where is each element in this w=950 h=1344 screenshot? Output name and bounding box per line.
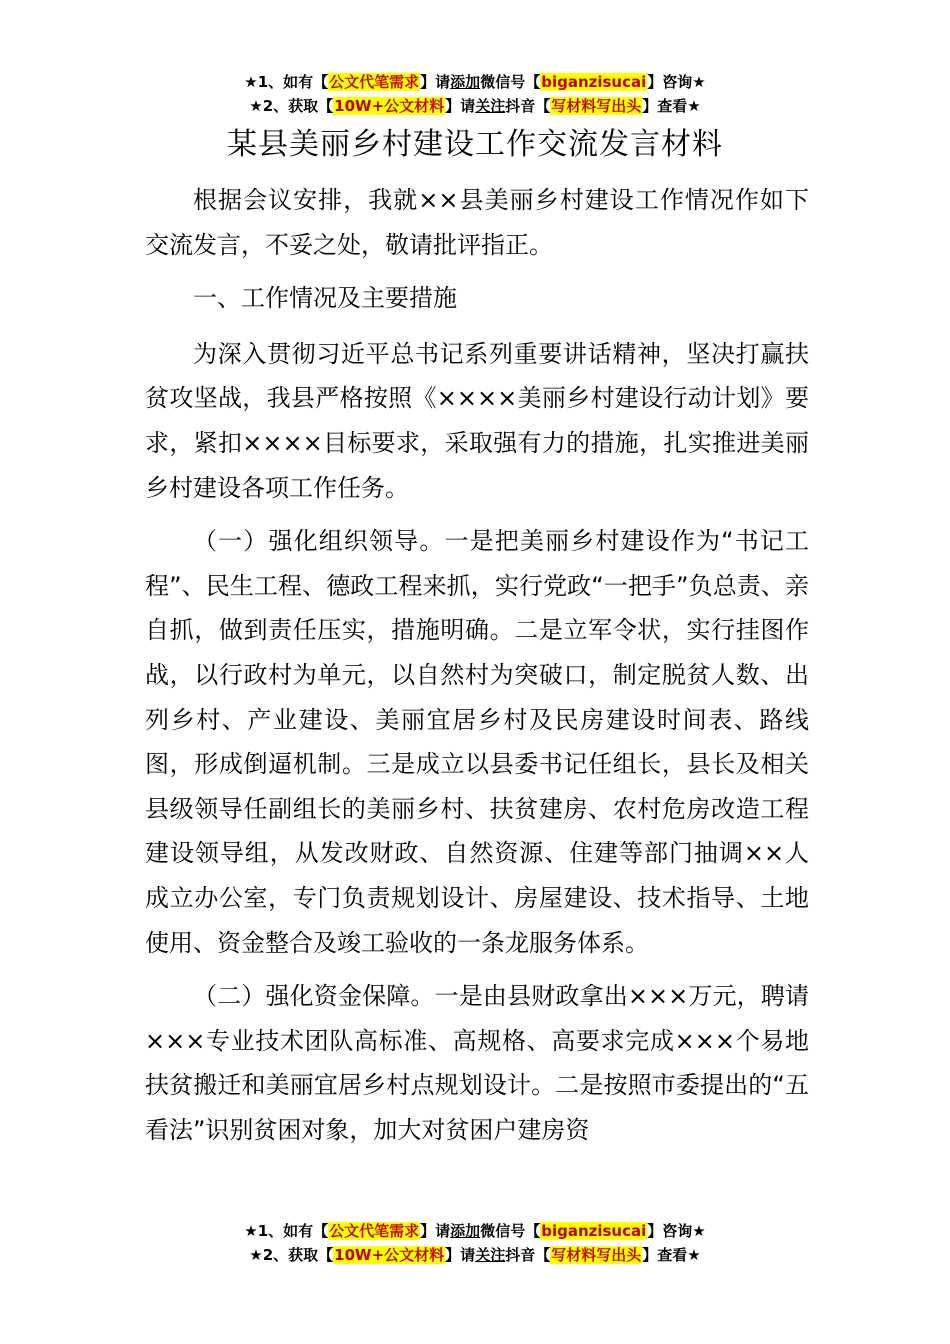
star-icon: ★ xyxy=(692,73,706,91)
promo-highlight-wechat-id: biganzisucai xyxy=(541,73,647,91)
paragraph-overview: 为深入贯彻习近平总书记系列重要讲话精神，坚决打赢扶贫攻坚战，我县严格按照《××××美丽乡村建设行动计划》要求，紧扣××××目标要求，采取强有力的措施，扎实推进美丽乡村建设各项工作任务。 xyxy=(145,339,809,502)
promo-text: 】咨询 xyxy=(647,1222,693,1240)
promo-banner-bottom xyxy=(0,1219,950,1267)
promo-highlight: 10W+公文材料 xyxy=(334,97,445,115)
promo-text: 】请 xyxy=(420,1222,451,1240)
promo-text: 】咨询 xyxy=(647,73,693,91)
star-icon: ★ xyxy=(687,97,701,115)
promo-text: 】查看 xyxy=(642,1246,688,1264)
promo-line-1 xyxy=(0,70,950,94)
paragraph-intro: 根据会议安排，我就××县美丽乡村建设工作情况作如下交流发言，不妥之处，敬请批评指正。 xyxy=(145,186,809,259)
promo-text: 2、获取【 xyxy=(262,1246,334,1264)
promo-underlined: 关注 xyxy=(475,1246,506,1264)
star-icon: ★ xyxy=(244,73,258,91)
promo-line-2 xyxy=(0,94,950,118)
star-icon: ★ xyxy=(249,1246,263,1264)
promo-highlight: 公文代笔需求 xyxy=(329,73,420,91)
promo-highlight: 公文代笔需求 xyxy=(329,1222,420,1240)
promo-text: 微信号【 xyxy=(480,73,541,91)
paragraph-organization: （一）强化组织领导。一是把美丽乡村建设作为“书记工程”、民生工程、德政工程来抓，实行党政“一把手”负总责、亲自抓，做到责任压实，措施明确。二是立军令状，实行挂图作战，以行政村为单元，以自然村为突破口，制定脱贫人数、出列乡村、产业建设、美丽宜居乡村及民房建设时间表、路线图，形成倒逼机制。三是成立以县委书记任组长，县长及相关县级领导任副组长的美丽乡村、扶贫建房、农村危房改造工程建设领导组，从发改财政、自然资源、住建等部门抽调××人成立办公室，专门负责规划设计、房屋建设、技术指导、土地使用、资金整合及竣工验收的一条龙服务体系。 xyxy=(145,527,809,957)
document-body xyxy=(145,178,809,1161)
star-icon: ★ xyxy=(244,1222,258,1240)
promo-highlight-douyin: 写材料写出头 xyxy=(551,97,642,115)
promo-line-2 xyxy=(0,1243,950,1267)
promo-text: 抖音【 xyxy=(505,97,551,115)
promo-text: 】请 xyxy=(420,73,451,91)
promo-text: 1、如有【 xyxy=(257,1222,329,1240)
promo-highlight: 10W+公文材料 xyxy=(334,1246,445,1264)
star-icon: ★ xyxy=(687,1246,701,1264)
promo-highlight-douyin: 写材料写出头 xyxy=(551,1246,642,1264)
promo-underlined: 添加 xyxy=(450,73,481,91)
promo-line-1 xyxy=(0,1219,950,1243)
promo-underlined: 关注 xyxy=(475,97,506,115)
paragraph-funding: （二）强化资金保障。一是由县财政拿出×××万元，聘请×××专业技术团队高标准、高规格、高要求完成×××个易地扶贫搬迁和美丽宜居乡村点规划设计。二是按照市委提出的“五看法”识别贫困对象，加大对贫困户建房资 xyxy=(145,982,809,1144)
promo-text: 2、获取【 xyxy=(262,97,334,115)
star-icon: ★ xyxy=(692,1222,706,1240)
document-title: 某县美丽乡村建设工作交流发言材料 xyxy=(227,127,723,162)
promo-text: 微信号【 xyxy=(480,1222,541,1240)
promo-underlined: 添加 xyxy=(450,1222,481,1240)
promo-text: 】查看 xyxy=(642,97,688,115)
promo-banner-top xyxy=(0,70,950,118)
promo-text: 1、如有【 xyxy=(257,73,329,91)
promo-text: 】请 xyxy=(445,1246,476,1264)
promo-highlight-wechat-id: biganzisucai xyxy=(541,1222,647,1240)
promo-text: 】请 xyxy=(445,97,476,115)
promo-text: 抖音【 xyxy=(505,1246,551,1264)
section-heading: 一、工作情况及主要措施 xyxy=(193,284,457,313)
star-icon: ★ xyxy=(249,97,263,115)
